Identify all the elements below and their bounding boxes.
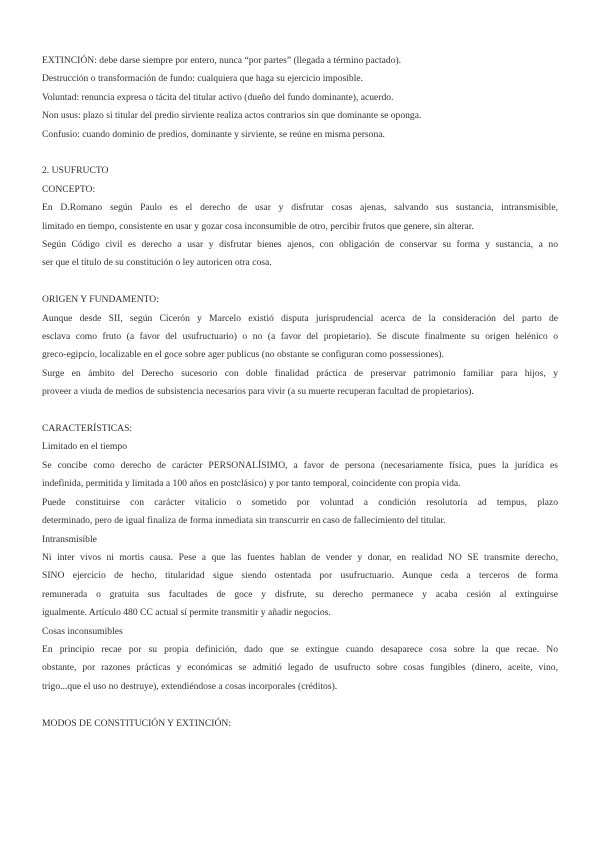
limitado-p2-line: Puede constituirse con carácter vitalicio o sometido por voluntad a condición resolutoria ad tempus, plazo xyxy=(42,496,558,508)
origen-heading: ORIGEN Y FUNDAMENTO: xyxy=(42,294,159,306)
concepto-p1-line: En D.Romano según Paulo es el derecho de usar y disfrutar cosas ajenas, salvando sus sustancia, intransmisible, xyxy=(42,202,558,214)
origen-paragraph-2 xyxy=(42,365,558,402)
origen-p2-line: proveer a viuda de medios de subsistencia necesarios para vivir (a su muerte recuperan facultad de propietarios). xyxy=(42,386,474,398)
usufructo-heading: 2. USUFRUCTO xyxy=(42,165,109,177)
origen-paragraph-1 xyxy=(42,310,558,365)
intransmisible-line: igualmente. Artículo 480 CC actual sí permite transmitir y añadir negocios. xyxy=(42,607,331,619)
limitado-p1-line: indefinida, permitida y limitada a 100 años en postclásico) y por tanto temporal, coincidente con propia vida. xyxy=(42,478,461,490)
limitado-heading: Limitado en el tiempo xyxy=(42,441,127,453)
document-page xyxy=(42,52,558,733)
limitado-paragraph-2 xyxy=(42,494,558,531)
voluntad-line: Voluntad: renuncia expresa o tácita del titular activo (dueño del fundo dominante), acuerdo. xyxy=(42,91,394,103)
modos-heading: MODOS DE CONSTITUCIÓN Y EXTINCIÓN: xyxy=(42,717,232,729)
concepto-p2-line: ser que el título de su constitución o ley autoricen otra cosa. xyxy=(42,257,272,269)
concepto-heading: CONCEPTO: xyxy=(42,183,96,195)
origen-p2-line: Surge en ámbito del Derecho sucesorio con doble finalidad práctica de preservar patrimonio familiar para hijos, y xyxy=(42,367,558,379)
origen-p1-line: esclava como fruto (a favor del usufructuario) o no (a favor del propietario). Se discute finalmente su origen helénico o xyxy=(42,331,558,343)
concepto-paragraph-2 xyxy=(42,236,558,273)
inconsumibles-line: En principio recae por su propia definición, dado que se extingue cuando desaparece cosa sobre la que recae. No xyxy=(42,643,558,655)
intransmisible-line: Ni inter vivos ni mortis causa. Pese a que las fuentes hablan de vender y donar, en realidad NO SE transmite derecho, xyxy=(42,551,558,563)
caracteristicas-heading: CARACTERÍSTICAS: xyxy=(42,423,133,435)
origen-p1-line: Aunque desde SII, según Cicerón y Marcelo existió disputa jurisprudencial acerca de la consideración del parto de xyxy=(42,312,558,324)
extincion-line: EXTINCIÓN: debe darse siempre por entero, nunca “por partes” (llegada a término pactado). xyxy=(42,55,402,66)
limitado-p2-line: determinado, pero de igual finaliza de forma inmediata sin transcurrir en caso de fallecimiento del titular. xyxy=(42,515,446,527)
non-usus-line: Non usus: plazo si titular del predio sirviente realiza actos contrarios sin que dominante se oponga. xyxy=(42,110,422,122)
limitado-paragraph-1 xyxy=(42,457,558,494)
intransmisible-heading: Intransmisible xyxy=(42,533,97,545)
intransmisible-paragraph xyxy=(42,549,558,623)
inconsumibles-heading: Cosas inconsumibles xyxy=(42,625,123,637)
concepto-p2-line: Según Código civil es derecho a usar y disfrutar bienes ajenos, con obligación de conservar su forma y sustancia, a no xyxy=(42,239,558,251)
intransmisible-line: SINO ejercicio de hecho, titularidad sigue siendo ostentada por usufructuario. Aunque ceda a terceros de forma xyxy=(42,570,558,582)
concepto-paragraph-1 xyxy=(42,199,558,236)
limitado-p1-line: Se concibe como derecho de carácter PERSONALÍSIMO, a favor de persona (necesariamente física, pues la jurídica es xyxy=(42,459,558,471)
inconsumibles-paragraph xyxy=(42,641,558,696)
origen-p1-line: greco-egipcio, localizable en el goce sobre ager publicus (no obstante se configuran como possessiones). xyxy=(42,349,445,361)
inconsumibles-line: obstante, por razones prácticas y económicas se admitió legado de usufructo sobre cosas fungibles (dinero, aceite, vino, xyxy=(42,662,558,674)
destruccion-line: Destrucción o transformación de fundo: cualquiera que haga su ejercicio imposible. xyxy=(42,73,364,85)
extincion-servidumbre-section xyxy=(42,52,558,144)
confusio-line: Confusio: cuando dominio de predios, dominante y sirviente, se reúne en misma persona. xyxy=(42,128,385,140)
concepto-p1-line: limitado en tiempo, consistente en usar y gozar cosa inconsumible de otro, percibir frutos que genere, sin alterar. xyxy=(42,220,474,232)
intransmisible-line: remunerada o gratuita sus facultades de goce y disfrute, su derecho permanece y acaba cesión al extinguirse xyxy=(42,588,558,600)
inconsumibles-line: trigo...que el uso no destruye), extendiéndose a cosas incorporales (créditos). xyxy=(42,680,338,692)
